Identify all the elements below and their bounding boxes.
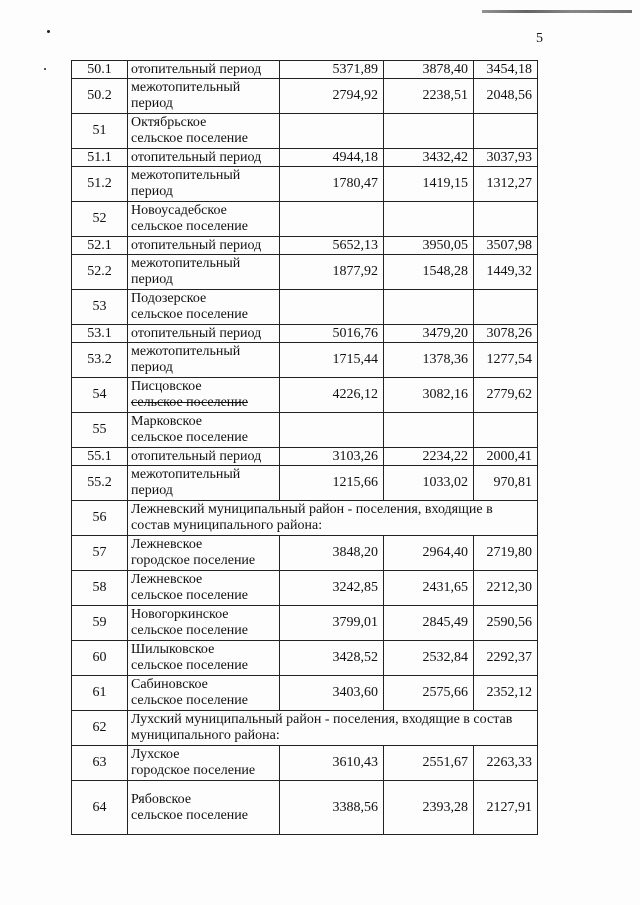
name-line: сельское поселение	[131, 658, 248, 673]
scan-dot	[44, 68, 46, 70]
value-cell	[474, 202, 538, 237]
name-line: Лежневское	[131, 537, 203, 552]
name-line: муниципального района:	[131, 728, 280, 743]
value-cell	[384, 413, 474, 448]
table-row	[72, 237, 538, 255]
value-cell: 3479,20	[384, 325, 474, 343]
value-cell: 4944,18	[280, 149, 384, 167]
name-line: состав муниципального района:	[131, 518, 323, 533]
row-number: 55.1	[72, 448, 128, 466]
name-line: сельское поселение	[131, 430, 248, 445]
row-number: 61	[72, 676, 128, 711]
name-line: сельское поселение	[131, 307, 248, 322]
value-cell: 1419,15	[384, 167, 474, 202]
page-number: 5	[536, 31, 543, 46]
row-number: 58	[72, 571, 128, 606]
value-cell: 5652,13	[280, 237, 384, 255]
value-cell	[474, 114, 538, 149]
row-name	[128, 606, 280, 641]
value-cell	[384, 290, 474, 325]
table-row	[72, 606, 538, 641]
row-name	[128, 448, 280, 466]
district-heading	[128, 501, 538, 536]
value-cell: 3507,98	[474, 237, 538, 255]
value-cell: 2212,30	[474, 571, 538, 606]
name-line: межотопительный	[131, 467, 241, 482]
value-cell	[280, 202, 384, 237]
table-row	[72, 290, 538, 325]
tariff-table	[71, 60, 538, 835]
value-cell: 2048,56	[474, 79, 538, 114]
row-name	[128, 378, 280, 413]
row-name	[128, 466, 280, 501]
name-line: Марковское	[131, 414, 202, 429]
value-cell: 3454,18	[474, 61, 538, 79]
name-line: Сабиновское	[131, 677, 208, 692]
name-line: Рябовское	[131, 791, 192, 807]
value-cell: 1449,32	[474, 255, 538, 290]
value-cell: 3403,60	[280, 676, 384, 711]
row-number: 57	[72, 536, 128, 571]
name-line: сельское поселение	[131, 807, 248, 823]
value-cell: 2000,41	[474, 448, 538, 466]
row-name	[128, 61, 280, 79]
name-line: Лухское	[131, 747, 180, 762]
value-cell: 1277,54	[474, 343, 538, 378]
value-cell: 1215,66	[280, 466, 384, 501]
name-line: Новогоркинское	[131, 607, 229, 622]
scan-dot	[47, 30, 50, 33]
value-cell	[384, 114, 474, 149]
name-line: отопительный период	[131, 448, 262, 464]
name-line: отопительный период	[131, 149, 262, 165]
scan-artifact	[482, 10, 632, 13]
value-cell: 2845,49	[384, 606, 474, 641]
value-cell: 3799,01	[280, 606, 384, 641]
row-name	[128, 746, 280, 781]
value-cell: 3428,52	[280, 641, 384, 676]
value-cell: 1780,47	[280, 167, 384, 202]
name-line: городское поселение	[131, 553, 256, 568]
value-cell: 2431,65	[384, 571, 474, 606]
table-row	[72, 781, 538, 835]
value-cell: 3950,05	[384, 237, 474, 255]
name-line: Подозерское	[131, 291, 207, 306]
row-number: 54	[72, 378, 128, 413]
value-cell: 5371,89	[280, 61, 384, 79]
table-row	[72, 711, 538, 746]
value-cell: 3078,26	[474, 325, 538, 343]
row-name	[128, 571, 280, 606]
name-line: сельское поселение	[131, 395, 248, 410]
value-cell	[280, 290, 384, 325]
value-cell: 2532,84	[384, 641, 474, 676]
value-cell: 5016,76	[280, 325, 384, 343]
row-name	[128, 149, 280, 167]
name-line: сельское поселение	[131, 693, 248, 708]
value-cell: 2779,62	[474, 378, 538, 413]
value-cell	[474, 290, 538, 325]
table-row	[72, 114, 538, 149]
value-cell: 4226,12	[280, 378, 384, 413]
row-name	[128, 202, 280, 237]
name-line: период	[131, 483, 173, 498]
value-cell: 3388,56	[280, 781, 384, 835]
value-cell	[474, 413, 538, 448]
row-number: 59	[72, 606, 128, 641]
name-line: Новоусадебское	[131, 203, 227, 218]
row-number: 52.2	[72, 255, 128, 290]
value-cell: 1312,27	[474, 167, 538, 202]
value-cell: 2238,51	[384, 79, 474, 114]
value-cell	[384, 202, 474, 237]
table-row	[72, 325, 538, 343]
value-cell: 2234,22	[384, 448, 474, 466]
value-cell: 2551,67	[384, 746, 474, 781]
row-number: 55	[72, 413, 128, 448]
value-cell: 2964,40	[384, 536, 474, 571]
row-name	[128, 325, 280, 343]
table-row	[72, 466, 538, 501]
value-cell: 3432,42	[384, 149, 474, 167]
value-cell: 3103,26	[280, 448, 384, 466]
row-number: 63	[72, 746, 128, 781]
row-number: 51.2	[72, 167, 128, 202]
value-cell: 2719,80	[474, 536, 538, 571]
district-heading	[128, 711, 538, 746]
table-row	[72, 676, 538, 711]
table-row	[72, 202, 538, 237]
row-name	[128, 167, 280, 202]
name-line: межотопительный	[131, 168, 241, 183]
value-cell: 1378,36	[384, 343, 474, 378]
row-number: 51	[72, 114, 128, 149]
value-cell: 2590,56	[474, 606, 538, 641]
value-cell: 1877,92	[280, 255, 384, 290]
table-row	[72, 61, 538, 79]
table-row	[72, 167, 538, 202]
value-cell	[280, 413, 384, 448]
row-number: 53	[72, 290, 128, 325]
table-row	[72, 413, 538, 448]
row-number: 50.1	[72, 61, 128, 79]
value-cell: 3037,93	[474, 149, 538, 167]
name-line: Октябрьское	[131, 115, 207, 130]
name-line: отопительный период	[131, 325, 262, 341]
row-number: 53.1	[72, 325, 128, 343]
row-name	[128, 781, 280, 835]
row-number: 50.2	[72, 79, 128, 114]
value-cell: 1548,28	[384, 255, 474, 290]
row-number: 52	[72, 202, 128, 237]
name-line: отопительный период	[131, 61, 262, 77]
table-row	[72, 571, 538, 606]
row-number: 64	[72, 781, 128, 835]
value-cell: 2393,28	[384, 781, 474, 835]
value-cell: 2292,37	[474, 641, 538, 676]
value-cell: 2794,92	[280, 79, 384, 114]
table-row	[72, 641, 538, 676]
name-line: Лежневский муниципальный район - поселения, входящие в	[131, 502, 493, 517]
row-name	[128, 79, 280, 114]
name-line: межотопительный	[131, 344, 241, 359]
row-name	[128, 237, 280, 255]
row-name	[128, 413, 280, 448]
value-cell: 2575,66	[384, 676, 474, 711]
row-number: 53.2	[72, 343, 128, 378]
table-row	[72, 378, 538, 413]
value-cell: 2263,33	[474, 746, 538, 781]
table-row	[72, 746, 538, 781]
row-number: 55.2	[72, 466, 128, 501]
row-name	[128, 114, 280, 149]
table-row	[72, 343, 538, 378]
value-cell	[280, 114, 384, 149]
row-number: 60	[72, 641, 128, 676]
name-line: период	[131, 96, 173, 111]
value-cell: 1715,44	[280, 343, 384, 378]
name-line: межотопительный	[131, 80, 241, 95]
value-cell: 2352,12	[474, 676, 538, 711]
row-name	[128, 536, 280, 571]
row-name	[128, 641, 280, 676]
value-cell: 3848,20	[280, 536, 384, 571]
name-line: период	[131, 184, 173, 199]
row-number: 56	[72, 501, 128, 536]
value-cell: 3082,16	[384, 378, 474, 413]
row-name	[128, 255, 280, 290]
row-name	[128, 290, 280, 325]
name-line: сельское поселение	[131, 623, 248, 638]
table-row	[72, 79, 538, 114]
name-line: период	[131, 360, 173, 375]
name-line: сельское поселение	[131, 219, 248, 234]
value-cell: 3242,85	[280, 571, 384, 606]
value-cell: 3878,40	[384, 61, 474, 79]
name-line: городское поселение	[131, 763, 256, 778]
name-line: отопительный период	[131, 237, 262, 253]
name-line: межотопительный	[131, 256, 241, 271]
name-line: сельское поселение	[131, 588, 248, 603]
name-line: сельское поселение	[131, 131, 248, 146]
value-cell: 2127,91	[474, 781, 538, 835]
name-line: Лухский муниципальный район - поселения, входящие в состав	[131, 712, 513, 727]
row-name	[128, 343, 280, 378]
table-row	[72, 501, 538, 536]
row-number: 52.1	[72, 237, 128, 255]
name-line: Писцовское	[131, 379, 202, 394]
name-line: период	[131, 272, 173, 287]
row-name	[128, 676, 280, 711]
name-line: Лежневское	[131, 572, 203, 587]
value-cell: 1033,02	[384, 466, 474, 501]
value-cell: 970,81	[474, 466, 538, 501]
row-number: 51.1	[72, 149, 128, 167]
row-number: 62	[72, 711, 128, 746]
name-line: Шилыковское	[131, 642, 215, 657]
table-row	[72, 149, 538, 167]
table-row	[72, 448, 538, 466]
table-row	[72, 255, 538, 290]
value-cell: 3610,43	[280, 746, 384, 781]
table-row	[72, 536, 538, 571]
